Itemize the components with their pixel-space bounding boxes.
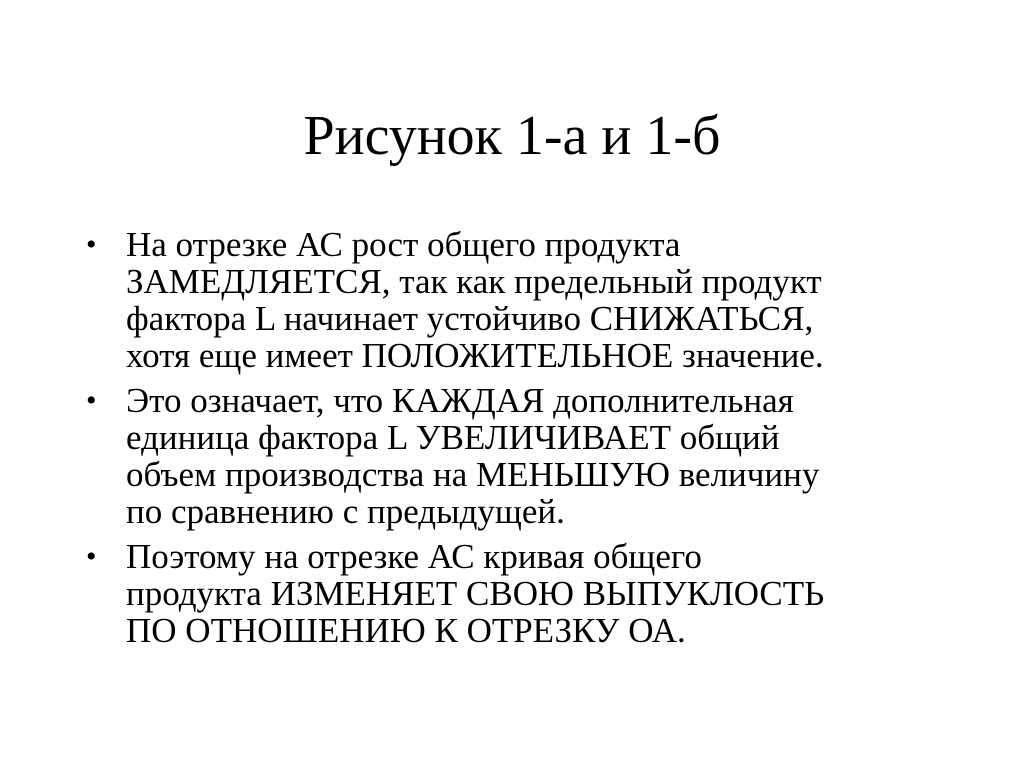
bullet-icon: • (86, 384, 97, 417)
bullet-text-line: фактора L начинает устойчиво СНИЖАТЬСЯ, (126, 299, 814, 338)
bullet-item (86, 226, 966, 374)
bullet-item (86, 538, 966, 649)
slide-title: Рисунок 1-а и 1-б (303, 105, 721, 167)
bullet-text-line: ПО ОТНОШЕНИЮ К ОТРЕЗКУ ОА. (126, 611, 686, 650)
bullet-text-line: объем производства на МЕНЬШУЮ величину (126, 455, 820, 494)
bullet-text-line: единица фактора L УВЕЛИЧИВАЕТ общий (126, 418, 780, 457)
bullet-item (86, 382, 966, 530)
bullet-list (86, 226, 966, 657)
bullet-text-line: Поэтому на отрезке АС кривая общего (126, 537, 702, 576)
bullet-text-line: по сравнению с предыдущей. (126, 492, 565, 531)
bullet-text-line: продукта ИЗМЕНЯЕТ СВОЮ ВЫПУКЛОСТЬ (126, 574, 825, 613)
bullet-text-line: На отрезке АС рост общего продукта (126, 225, 681, 264)
bullet-text-line: ЗАМЕДЛЯЕТСЯ, так как предельный продукт (126, 262, 822, 301)
bullet-icon: • (86, 228, 97, 261)
bullet-text-line: хотя еще имеет ПОЛОЖИТЕЛЬНОЕ значение. (126, 336, 824, 375)
bullet-text-line: Это означает, что КАЖДАЯ дополнительная (126, 381, 794, 420)
bullet-icon: • (86, 540, 97, 573)
